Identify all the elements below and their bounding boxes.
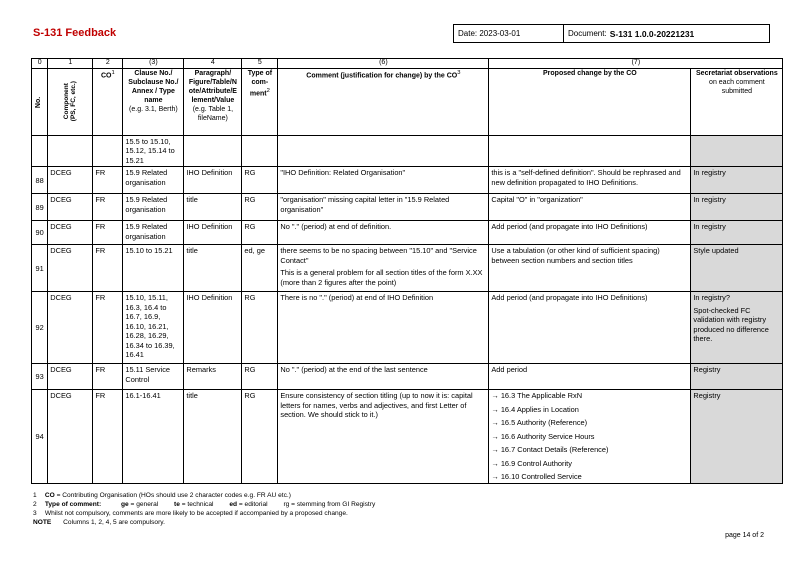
footnote-2: 2 Type of comment: ge = general te = technical ed = editorial rg = stemming from GI Registry xyxy=(33,500,376,508)
header-type-footnote: 2 xyxy=(266,87,270,94)
row-clause: 16.1-16.41 xyxy=(123,390,184,483)
row-proposed xyxy=(489,136,691,167)
row-component: DCEG xyxy=(48,364,93,390)
row-comment: "IHO Definition: Related Organisation" xyxy=(278,167,489,194)
row-paragraph: title xyxy=(184,194,242,221)
row-component: DCEG xyxy=(48,221,93,245)
row-no: 93 xyxy=(32,364,48,390)
row-comment: No "." (period) at the end of the last sentence xyxy=(278,364,489,390)
row-clause: 15.9 Related organisation xyxy=(123,194,184,221)
comment-paragraph: there seems to be no spacing between "15.10" and "Service Contact" xyxy=(280,246,477,265)
row-co: FR xyxy=(93,292,123,364)
header-comment-label: Comment (justification for change) by the CO xyxy=(306,72,458,80)
date-field: Date: 2023-03-01 xyxy=(454,25,564,42)
document-title: S-131 Feedback xyxy=(33,27,117,39)
proposed-list-item: → 16.9 Control Authority xyxy=(491,458,572,468)
header-no-label: No. xyxy=(35,96,43,108)
col-num-3: (3) xyxy=(123,59,184,69)
row-no: 89 xyxy=(32,194,48,221)
row-proposed: Add period (and propagate into IHO Definitions) xyxy=(489,292,691,364)
column-number-row xyxy=(32,59,783,69)
col-num-5: 5 xyxy=(242,59,278,69)
col-num-4: 4 xyxy=(184,59,242,69)
header-co-label: CO xyxy=(101,72,112,80)
header-co-footnote: 1 xyxy=(111,70,115,76)
col-num-7: (7) xyxy=(489,59,783,69)
row-no: 94 xyxy=(32,390,48,483)
header-proposed: Proposed change by the CO xyxy=(489,69,691,136)
row-no: 92 xyxy=(32,292,48,364)
row-co: FR xyxy=(93,221,123,245)
row-paragraph: IHO Definition xyxy=(184,167,242,194)
header-clause-example: (e.g. 3.1, Berth) xyxy=(129,105,178,113)
row-paragraph: title xyxy=(184,390,242,483)
header-secretariat-sub: on each comment submitted xyxy=(709,78,765,95)
row-co xyxy=(93,136,123,167)
table-row xyxy=(32,245,783,292)
row-observation: Style updated xyxy=(691,245,783,292)
row-comment: There is no "." (period) at end of IHO Definition xyxy=(278,292,489,364)
header-paragraph-label: Paragraph/ Figure/Table/N ote/Attribute/E lement/Value xyxy=(188,70,237,104)
row-component: DCEG xyxy=(48,194,93,221)
row-component: DCEG xyxy=(48,245,93,292)
row-proposed: this is a "self-defined definition". Should be rephrased and new definition propagated to IHO Definitions. xyxy=(489,167,691,194)
row-component: DCEG xyxy=(48,390,93,483)
row-co: FR xyxy=(93,194,123,221)
row-type: RG xyxy=(242,194,278,221)
row-clause: 15.11 Service Control xyxy=(123,364,184,390)
row-clause: 15.5 to 15.10, 15.12, 15.14 to 15.21 xyxy=(123,136,184,167)
row-observation xyxy=(691,136,783,167)
col-num-6: (6) xyxy=(278,59,489,69)
header-type xyxy=(242,69,278,136)
proposed-list-item: → 16.10 Controlled Service xyxy=(491,472,582,482)
row-co: FR xyxy=(93,245,123,292)
row-proposed: Use a tabulation (or other kind of sufficient spacing) between section numbers and section titles xyxy=(489,245,691,292)
column-header-row xyxy=(32,69,783,136)
header-co xyxy=(93,69,123,136)
row-no xyxy=(32,136,48,167)
proposed-list-item: → 16.6 Authority Service Hours xyxy=(491,431,595,441)
table-row xyxy=(32,136,783,167)
row-clause: 15.9 Related organisation xyxy=(123,167,184,194)
table-row xyxy=(32,194,783,221)
row-co: FR xyxy=(93,167,123,194)
footnote-1: 1 CO = Contributing Organisation (HOs should use 2 character codes e.g. FR AU etc.) xyxy=(33,492,291,499)
row-observation: Registry xyxy=(691,364,783,390)
row-comment: No "." (period) at end of definition. xyxy=(278,221,489,245)
row-no: 90 xyxy=(32,221,48,245)
row-proposed: Capital "O" in "organization" xyxy=(489,194,691,221)
proposed-list-item: → 16.5 Authority (Reference) xyxy=(491,418,588,428)
proposed-list-item: → 16.4 Applies in Location xyxy=(491,404,579,414)
col-num-0: 0 xyxy=(32,59,48,69)
table-row xyxy=(32,364,783,390)
row-proposed xyxy=(489,390,691,483)
document-value: S-131 1.0.0-20221231 xyxy=(609,28,695,39)
row-clause: 15.10 to 15.21 xyxy=(123,245,184,292)
row-proposed: Add period xyxy=(489,364,691,390)
footnotes xyxy=(33,492,375,528)
row-observation xyxy=(691,292,783,364)
header-component-label: Component (PS, FC, etc.) xyxy=(63,81,78,122)
row-no: 91 xyxy=(32,245,48,292)
header-comment-footnote: 3 xyxy=(457,70,461,76)
document-field xyxy=(564,25,769,42)
row-paragraph: IHO Definition xyxy=(184,221,242,245)
row-no: 88 xyxy=(32,167,48,194)
row-comment xyxy=(278,136,489,167)
row-component: DCEG xyxy=(48,167,93,194)
row-paragraph xyxy=(184,136,242,167)
row-type: ed, ge xyxy=(242,245,278,292)
comment-paragraph: This is a general problem for all section titles of the form X.XX (more than 2 figures after the point) xyxy=(280,268,483,287)
header-paragraph-example: (e.g. Table 1, fileName) xyxy=(192,105,234,122)
row-paragraph: title xyxy=(184,245,242,292)
col-num-2: 2 xyxy=(93,59,123,69)
row-comment: "organisation" missing capital letter in "15.9 Related organisation" xyxy=(278,194,489,221)
row-paragraph: IHO Definition xyxy=(184,292,242,364)
row-clause: 15.10, 15.11, 16.3, 16.4 to 16.7, 16.9, 16.10, 16.21, 16.28, 16.29, 16.34 to 16.39, 16.41 xyxy=(123,292,184,364)
row-type: RG xyxy=(242,390,278,483)
feedback-table xyxy=(31,58,783,484)
header-paragraph xyxy=(184,69,242,136)
col-num-1: 1 xyxy=(48,59,93,69)
row-type: RG xyxy=(242,167,278,194)
row-clause: 15.9 Related organisation xyxy=(123,221,184,245)
header-info-box xyxy=(453,24,770,43)
header-clause-label: Clause No./ Subclause No./ Annex / Type name xyxy=(128,70,179,104)
row-co: FR xyxy=(93,390,123,483)
document-label: Document: xyxy=(568,29,607,38)
row-comment: Ensure consistency of section titling (up to now it is: capital letters for names, verbs and adjectives, and first Letter of section. We should stick to it.) xyxy=(278,390,489,483)
table-row xyxy=(32,390,783,483)
row-observation: Registry xyxy=(691,390,783,483)
header-clause xyxy=(123,69,184,136)
row-comment xyxy=(278,245,489,292)
page-number: page 14 of 2 xyxy=(725,532,764,539)
row-type: RG xyxy=(242,364,278,390)
header-secretariat xyxy=(691,69,783,136)
observation-paragraph: Spot-checked FC validation with registry produced no difference there. xyxy=(693,305,769,344)
row-co: FR xyxy=(93,364,123,390)
row-observation: In registry xyxy=(691,221,783,245)
header-type-label: Type of com-ment xyxy=(247,70,273,98)
header-secretariat-label: Secretariat observations xyxy=(696,70,778,77)
row-type: RG xyxy=(242,221,278,245)
proposed-list-item: → 16.7 Contact Details (Reference) xyxy=(491,445,609,455)
row-paragraph: Remarks xyxy=(184,364,242,390)
row-type: RG xyxy=(242,292,278,364)
table-row xyxy=(32,221,783,245)
header-comment xyxy=(278,69,489,136)
row-proposed: Add period (and propagate into IHO Definitions) xyxy=(489,221,691,245)
table-row xyxy=(32,167,783,194)
footnote-3: 3 Whilst not compulsory, comments are more likely to be accepted if accompanied by a proposed change. xyxy=(33,509,348,517)
row-observation: In registry xyxy=(691,167,783,194)
row-component: DCEG xyxy=(48,292,93,364)
observation-paragraph: In registry? xyxy=(693,293,730,303)
row-component xyxy=(48,136,93,167)
header-component xyxy=(48,69,93,136)
table-row xyxy=(32,292,783,364)
footnote-note: NOTE Columns 1, 2, 4, 5 are compulsory. xyxy=(33,518,165,526)
proposed-list-item: → 16.3 The Applicable RxN xyxy=(491,391,583,401)
header-no xyxy=(32,69,48,136)
row-observation: In registry xyxy=(691,194,783,221)
row-type xyxy=(242,136,278,167)
